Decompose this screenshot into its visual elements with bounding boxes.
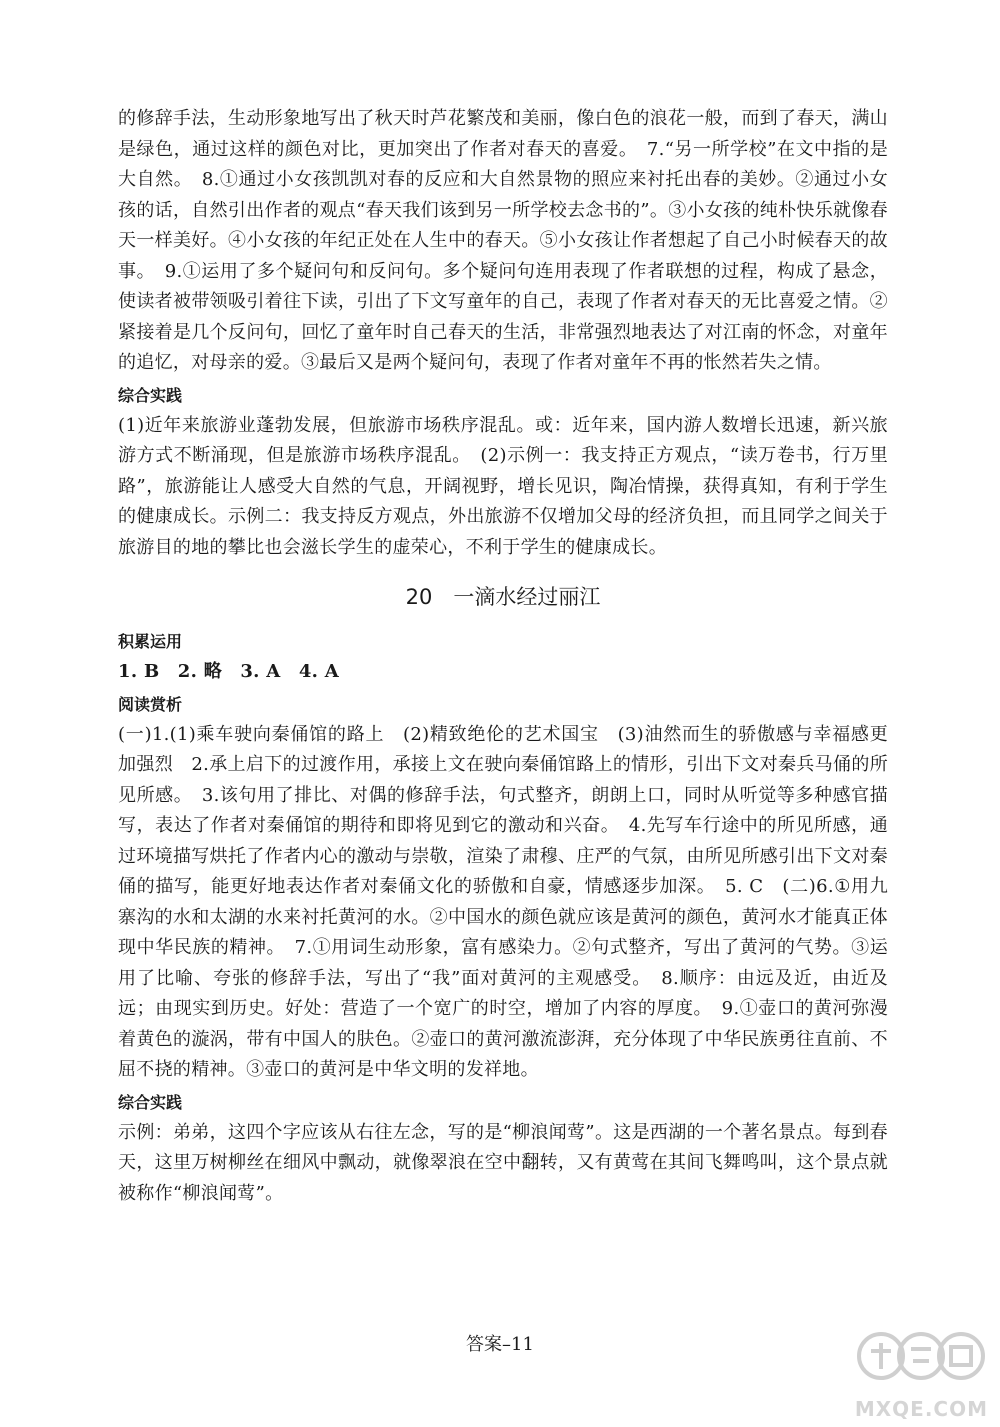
section19-answers-paragraph: 的修辞手法，生动形象地写出了秋天时芦花繁茂和美丽，像白色的浪花一般，而到了春天，满山是绿色，通过这样的颜色对比，更加突出了作者对春天的喜爱。 7.“另一所学校”在文中指的是大自然。 8.①通过小女孩凯凯对春的反应和大自然景物的照应来衬托出春的美妙。②通过小女孩的话，自然引出作者的观点“春天我们该到另一所学校去念书的”。③小女孩的纯朴快乐就像春天一样美好。④小女孩的年纪正处在人生中的春天。⑤小女孩让作者想起了自己小时候春天的故事。 9.①运用了多个疑问句和反问句。多个疑问句连用表现了作者联想的过程，构成了悬念，使读者被带领吸引着往下读，引出了下文写童年的自己，表现了作者对春天的无比喜爱之情。②紧接着是几个反问句，回忆了童年时自己春天的生活，非常强烈地表达了对江南的怀念，对童年的追忆，对母亲的爱。③最后又是两个疑问句，表现了作者对童年不再的怅然若失之情。 <box>118 108 888 373</box>
page-number: 答案–11 <box>466 1334 534 1355</box>
accumulate-answers: 1. B 2. 略 3. A 4. A <box>118 661 340 682</box>
lesson-title: 20 一滴水经过丽江 <box>405 585 601 609</box>
section19-practice-heading: 综合实践 <box>118 385 183 405</box>
reading-answers: (一)1.(1)乘车驶向秦俑馆的路上 (2)精致绝伦的艺术国宝 (3)油然而生的骄傲感与幸福感更加强烈 2.承上启下的过渡作用，承接上文在驶向秦俑馆路上的情形，引出下文对秦兵马俑的所见所感。 3.该句用了排比、对偶的修辞手法，句式整齐，朗朗上口，同时从听觉等多种感官描写，表达了作者对秦俑馆的期待和即将见到它的激动和兴奋。 4.先写车行途中的所见所感，通过环境描写烘托了作者内心的激动与崇敬，渲染了肃穆、庄严的气氛，由所见所感引出下文对秦俑的描写，能更好地表达作者对秦俑文化的骄傲和自豪，情感逐步加深。 5. C (二)6.①用九寨沟的水和太湖的水来衬托黄河的水。②中国水的颜色就应该是黄河的颜色，黄河水才能真正体现中华民族的精神。 7.①用词生动形象，富有感染力。②句式整齐，写出了黄河的气势。③运用了比喻、夸张的修辞手法，写出了“我”面对黄河的主观感受。 8.顺序：由远及近，由近及远；由现实到历史。好处：营造了一个宽广的时空，增加了内容的厚度。 9.①壶口的黄河弥漫着黄色的漩涡，带有中国人的肤色。②壶口的黄河激流澎湃，充分体现了中华民族勇往直前、不屈不挠的精神。③壶口的黄河是中华文明的发祥地。 <box>118 723 888 1080</box>
accumulate-heading: 积累运用 <box>118 632 183 651</box>
reading-heading: 阅读赏析 <box>118 694 183 714</box>
section20-practice-heading: 综合实践 <box>118 1092 183 1112</box>
page-content <box>118 104 888 1209</box>
watermark-text: MXQE.COM <box>854 1397 988 1421</box>
section19-practice-paragraph: (1)近年来旅游业蓬勃发展，但旅游市场秩序混乱。或：近年来，国内游人数增长迅速，新兴旅游方式不断涌现，但是旅游市场秩序混乱。 (2)示例一：我支持正方观点，“读万卷书，行万里路”，旅游能让人感受大自然的气息，开阔视野，增长见识，陶冶情操，获得真知，有利于学生的健康成长。示例二：我支持反方观点，外出旅游不仅增加父母的经济负担，而且同学之间关于旅游目的地的攀比也会滋长学生的虚荣心，不利于学生的健康成长。 <box>118 414 888 558</box>
watermark <box>853 1321 988 1421</box>
section20-practice-paragraph: 示例：弟弟，这四个字应该从右往左念，写的是“柳浪闻莺”。这是西湖的一个著名景点。每到春天，这里万树柳丝在细风中飘动，就像翠浪在空中翻转，又有黄莺在其间飞舞鸣叫，这个景点就被称作“柳浪闻莺”。 <box>118 1121 888 1204</box>
answer-logo-icon <box>853 1321 988 1391</box>
